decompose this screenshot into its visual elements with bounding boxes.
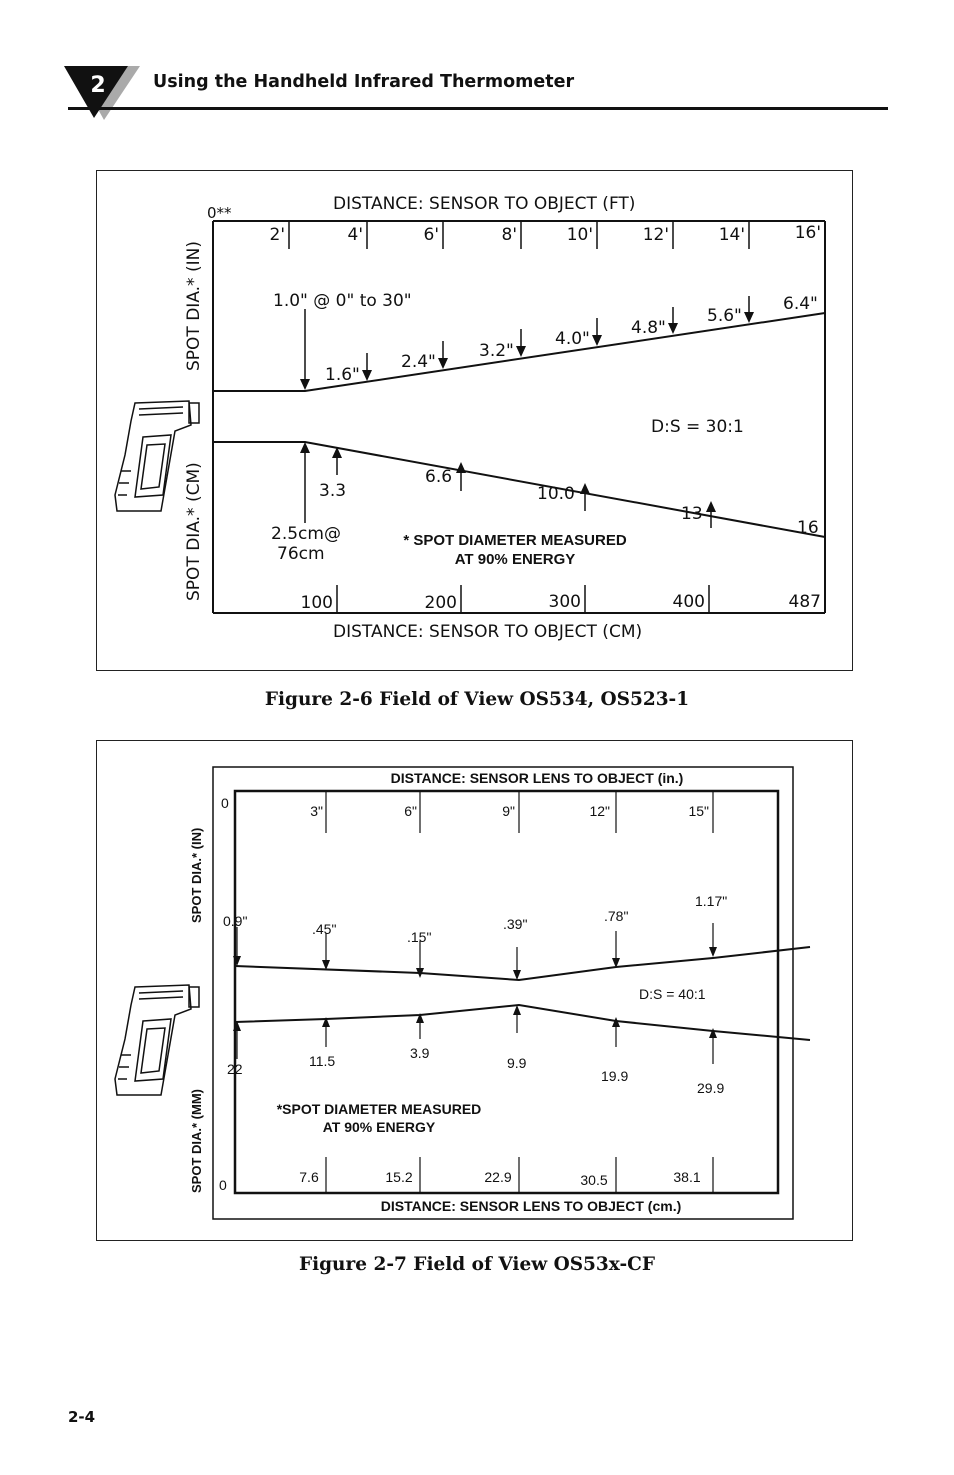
page-number: 2-4 [68, 1408, 96, 1426]
top-axis-title: DISTANCE: SENSOR LENS TO OBJECT (in.) [390, 770, 684, 786]
cm-ticks [326, 1157, 713, 1193]
mm-spot-label: 22 [227, 1061, 243, 1077]
cm-spot-label: 10.0 [537, 484, 575, 504]
in-spot-label: 1.17" [695, 893, 728, 909]
left-label-bottom: SPOT DIA.* (MM) [189, 1089, 204, 1193]
left-label-top: SPOT DIA.* (IN) [189, 827, 204, 923]
in-spot-label: .45" [312, 921, 337, 937]
in-spot-label: 3.2" [479, 341, 514, 361]
in-spot-label: 5.6" [707, 306, 742, 326]
chapter-number: 2 [90, 73, 106, 98]
ft-tick-label: 4' [347, 225, 363, 245]
in-tick-label: 9" [502, 803, 515, 819]
in-spot-label: .78" [604, 908, 629, 924]
in-tick-label: 12" [589, 803, 610, 819]
in-spot-label: 4.8" [631, 318, 666, 338]
bottom-zero: 0 [219, 1177, 227, 1193]
ft-tick-label: 10' [566, 225, 593, 245]
left-label-top: SPOT DIA.* (IN) [184, 241, 204, 371]
cm-tick-label: 38.1 [673, 1169, 701, 1185]
cm-tick-label: 200 [424, 593, 457, 613]
ratio-label: D:S = 40:1 [639, 986, 706, 1002]
left-label-bottom: SPOT DIA.* (CM) [184, 462, 204, 601]
thermometer-icon [115, 985, 199, 1095]
mm-spot-label: 29.9 [697, 1080, 725, 1096]
cm-tick-label: 100 [300, 593, 333, 613]
in-spot-label: .39" [503, 916, 528, 932]
cm-spot-label: 6.6 [425, 467, 453, 487]
cm-tick-label: 30.5 [580, 1172, 608, 1188]
lower-arrows [300, 442, 716, 528]
cm-tick-label: 15.2 [385, 1169, 413, 1185]
ft-ticks [270, 221, 822, 249]
in-ticks [326, 791, 713, 833]
cm-tick-label: 400 [672, 592, 705, 612]
footnote: AT 90% ENERGY [454, 551, 576, 568]
origin-label: 0** [207, 204, 232, 222]
upper-cone-line [235, 947, 810, 980]
header-title: Using the Handheld Infrared Thermometer [153, 72, 575, 92]
cm-tick-label: 487 [788, 592, 821, 612]
mm-spot-label: 9.9 [507, 1055, 527, 1071]
in-spot-label: .15" [407, 929, 432, 945]
in-spot-label: 4.0" [555, 329, 590, 349]
cm-note: 76cm [277, 544, 325, 564]
bottom-axis-title: DISTANCE: SENSOR TO OBJECT (CM) [333, 622, 643, 642]
ft-tick-label: 6' [423, 225, 439, 245]
cm-spot-label: 13 [681, 504, 703, 524]
figure-1-diagram [97, 171, 852, 670]
figure-1 [96, 170, 853, 671]
figure-2 [96, 740, 853, 1241]
upper-arrows [233, 923, 717, 980]
ft-tick-label: 14' [718, 225, 745, 245]
cm-note: 2.5cm@ [271, 524, 341, 544]
header-rule [68, 107, 888, 110]
footnote: *SPOT DIAMETER MEASURED [276, 1101, 482, 1117]
ft-tick-label: 12' [642, 225, 669, 245]
footnote: * SPOT DIAMETER MEASURED [403, 532, 627, 549]
ft-tick-label: 2' [269, 225, 285, 245]
figure-2-caption: Figure 2-7 Field of View OS53x-CF [298, 1254, 656, 1275]
cm-tick-label: 300 [548, 592, 581, 612]
lower-cone-line [235, 1005, 810, 1040]
footnote: AT 90% ENERGY [322, 1119, 436, 1135]
mm-spot-label: 19.9 [601, 1068, 629, 1084]
cm-tick-label: 22.9 [484, 1169, 512, 1185]
cm-spot-label: 3.3 [319, 481, 347, 501]
in-spot-label: 1.6" [325, 365, 360, 385]
in-tick-label: 3" [310, 803, 323, 819]
figure-1-caption: Figure 2-6 Field of View OS534, OS523-1 [264, 689, 690, 710]
ft-tick-label: 8' [501, 225, 517, 245]
lower-arrows [233, 1005, 717, 1064]
cm-tick-label: 7.6 [299, 1169, 319, 1185]
in-spot-label: 0.9" [223, 913, 248, 929]
figure-2-diagram [97, 741, 852, 1240]
in-tick-label: 6" [404, 803, 417, 819]
in-spot-label: 2.4" [401, 352, 436, 372]
in-note: 1.0" @ 0" to 30" [273, 291, 412, 311]
in-spot-label: 6.4" [783, 294, 818, 314]
bottom-axis-title: DISTANCE: SENSOR LENS TO OBJECT (cm.) [380, 1198, 682, 1214]
in-tick-label: 15" [688, 803, 709, 819]
cm-spot-label: 16 [797, 518, 819, 538]
cm-ticks [301, 585, 821, 613]
top-zero: 0 [221, 795, 229, 811]
ratio-label: D:S = 30:1 [651, 417, 744, 437]
mm-spot-label: 3.9 [410, 1045, 430, 1061]
ft-tick-label: 16' [794, 223, 821, 243]
chapter-badge [62, 64, 142, 124]
top-axis-title: DISTANCE: SENSOR TO OBJECT (FT) [333, 194, 636, 214]
mm-spot-label: 11.5 [309, 1053, 336, 1069]
